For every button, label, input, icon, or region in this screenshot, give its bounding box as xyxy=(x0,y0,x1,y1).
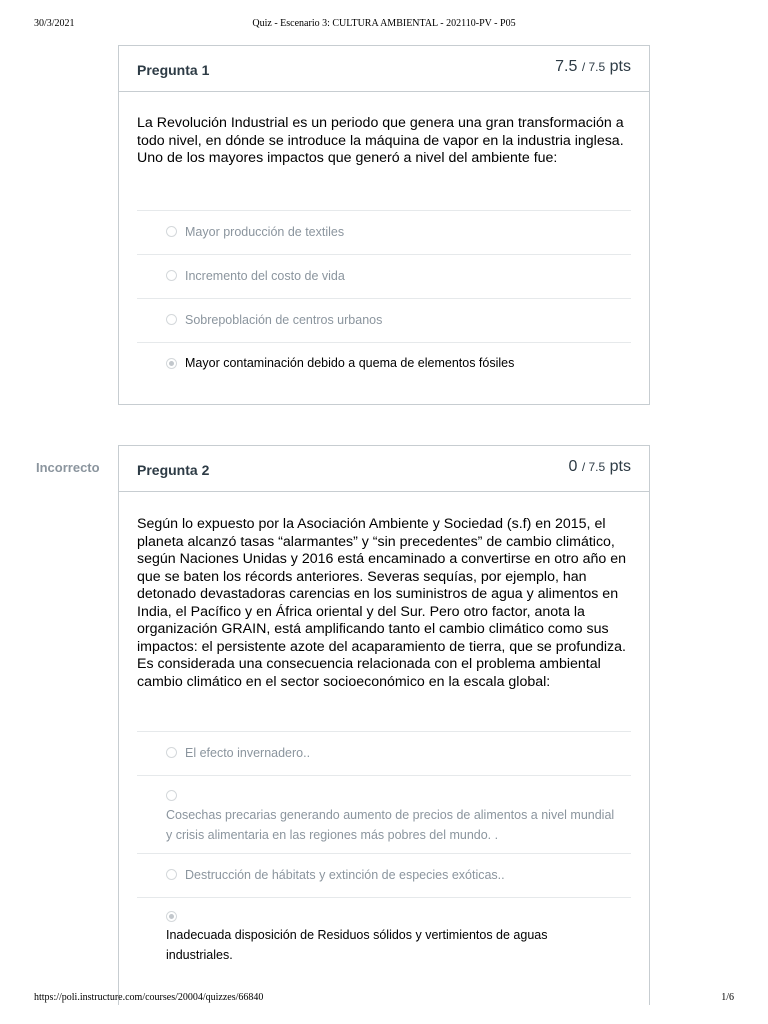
answer-label: Cosechas precarias generando aumento de precios de alimentos a nivel mundial y crisis alimentaria en las regiones más pobres del mundo. . xyxy=(166,808,615,842)
question-status-label: Incorrecto xyxy=(36,460,100,475)
radio-button[interactable] xyxy=(166,790,177,801)
answer-option[interactable] xyxy=(137,731,631,775)
radio-button[interactable] xyxy=(166,270,177,281)
answer-option[interactable] xyxy=(137,775,631,853)
answer-label: Mayor producción de textiles xyxy=(185,225,345,239)
question-2-card xyxy=(118,445,650,1005)
answer-label: El efecto invernadero.. xyxy=(185,746,311,760)
answer-option[interactable] xyxy=(137,853,631,897)
answer-option-selected[interactable] xyxy=(137,342,631,386)
question-title: Pregunta 2 xyxy=(137,462,210,478)
answer-list xyxy=(137,731,631,977)
points-earned: 0 xyxy=(568,458,578,475)
question-header xyxy=(119,46,649,92)
radio-button-checked[interactable] xyxy=(166,911,177,922)
question-text-paragraph: Es considerada una consecuencia relacionada con el problema ambiental cambio climático en el sector socioeconómico en la escala global: xyxy=(137,656,601,690)
print-url: https://poli.instructure.com/courses/20004/quizzes/66840 xyxy=(34,992,264,1003)
question-text xyxy=(137,516,631,691)
print-page-number: 1/6 xyxy=(721,992,734,1003)
points-unit: pts xyxy=(609,58,631,75)
question-title: Pregunta 1 xyxy=(137,62,210,78)
question-text-paragraph: Según lo expuesto por la Asociación Ambiente y Sociedad (s.f) en 2015, el planeta alcanzó tasas “alarmantes” y “sin precedentes” de cambio climático, según Naciones Unidas y 2016 está encaminado a convertirse en otro año en que se baten los récords anteriores. Severas sequías, por ejemplo, han detonado devastadoras carencias en los suministros de agua y alimentos en India, el Pacífico y en África oriental y del Sur. Pero otro factor, anota la organización GRAIN, está amplificando tanto el cambio climático como sus impactos: el persistente azote del acaparamiento de tierra, que se profundiza. xyxy=(137,516,626,655)
answer-label: Mayor contaminación debido a quema de elementos fósiles xyxy=(185,356,515,370)
answer-option[interactable] xyxy=(137,254,631,298)
radio-button[interactable] xyxy=(166,869,177,880)
question-header xyxy=(119,446,649,492)
radio-button[interactable] xyxy=(166,226,177,237)
print-header xyxy=(34,18,734,34)
answer-label: Inadecuada disposición de Residuos sólidos y vertimientos de aguas industriales. xyxy=(166,928,548,962)
answer-option[interactable] xyxy=(137,210,631,254)
print-page-title: Quiz - Escenario 3: CULTURA AMBIENTAL - 202110-PV - P05 xyxy=(252,18,516,29)
answer-option[interactable] xyxy=(137,298,631,342)
answer-label: Incremento del costo de vida xyxy=(185,269,345,283)
points-earned: 7.5 xyxy=(555,58,578,75)
answer-list xyxy=(137,210,631,386)
points-possible: / 7.5 xyxy=(581,460,606,474)
question-1-card xyxy=(118,45,650,405)
question-points xyxy=(555,58,631,76)
print-date: 30/3/2021 xyxy=(34,18,75,29)
points-unit: pts xyxy=(609,458,631,475)
question-text: La Revolución Industrial es un periodo que genera una gran transformación a todo nivel, en dónde se introduce la máquina de vapor en la industria inglesa. Uno de los mayores impactos que generó a nivel del ambiente fue: xyxy=(137,115,624,166)
answer-label: Destrucción de hábitats y extinción de especies exóticas.. xyxy=(185,868,505,882)
answer-option-selected[interactable] xyxy=(137,897,631,977)
question-points xyxy=(568,458,631,476)
radio-button-checked[interactable] xyxy=(166,358,177,369)
answer-label: Sobrepoblación de centros urbanos xyxy=(185,313,383,327)
points-possible: / 7.5 xyxy=(581,60,606,74)
radio-button[interactable] xyxy=(166,747,177,758)
print-footer xyxy=(34,992,734,1008)
radio-button[interactable] xyxy=(166,314,177,325)
